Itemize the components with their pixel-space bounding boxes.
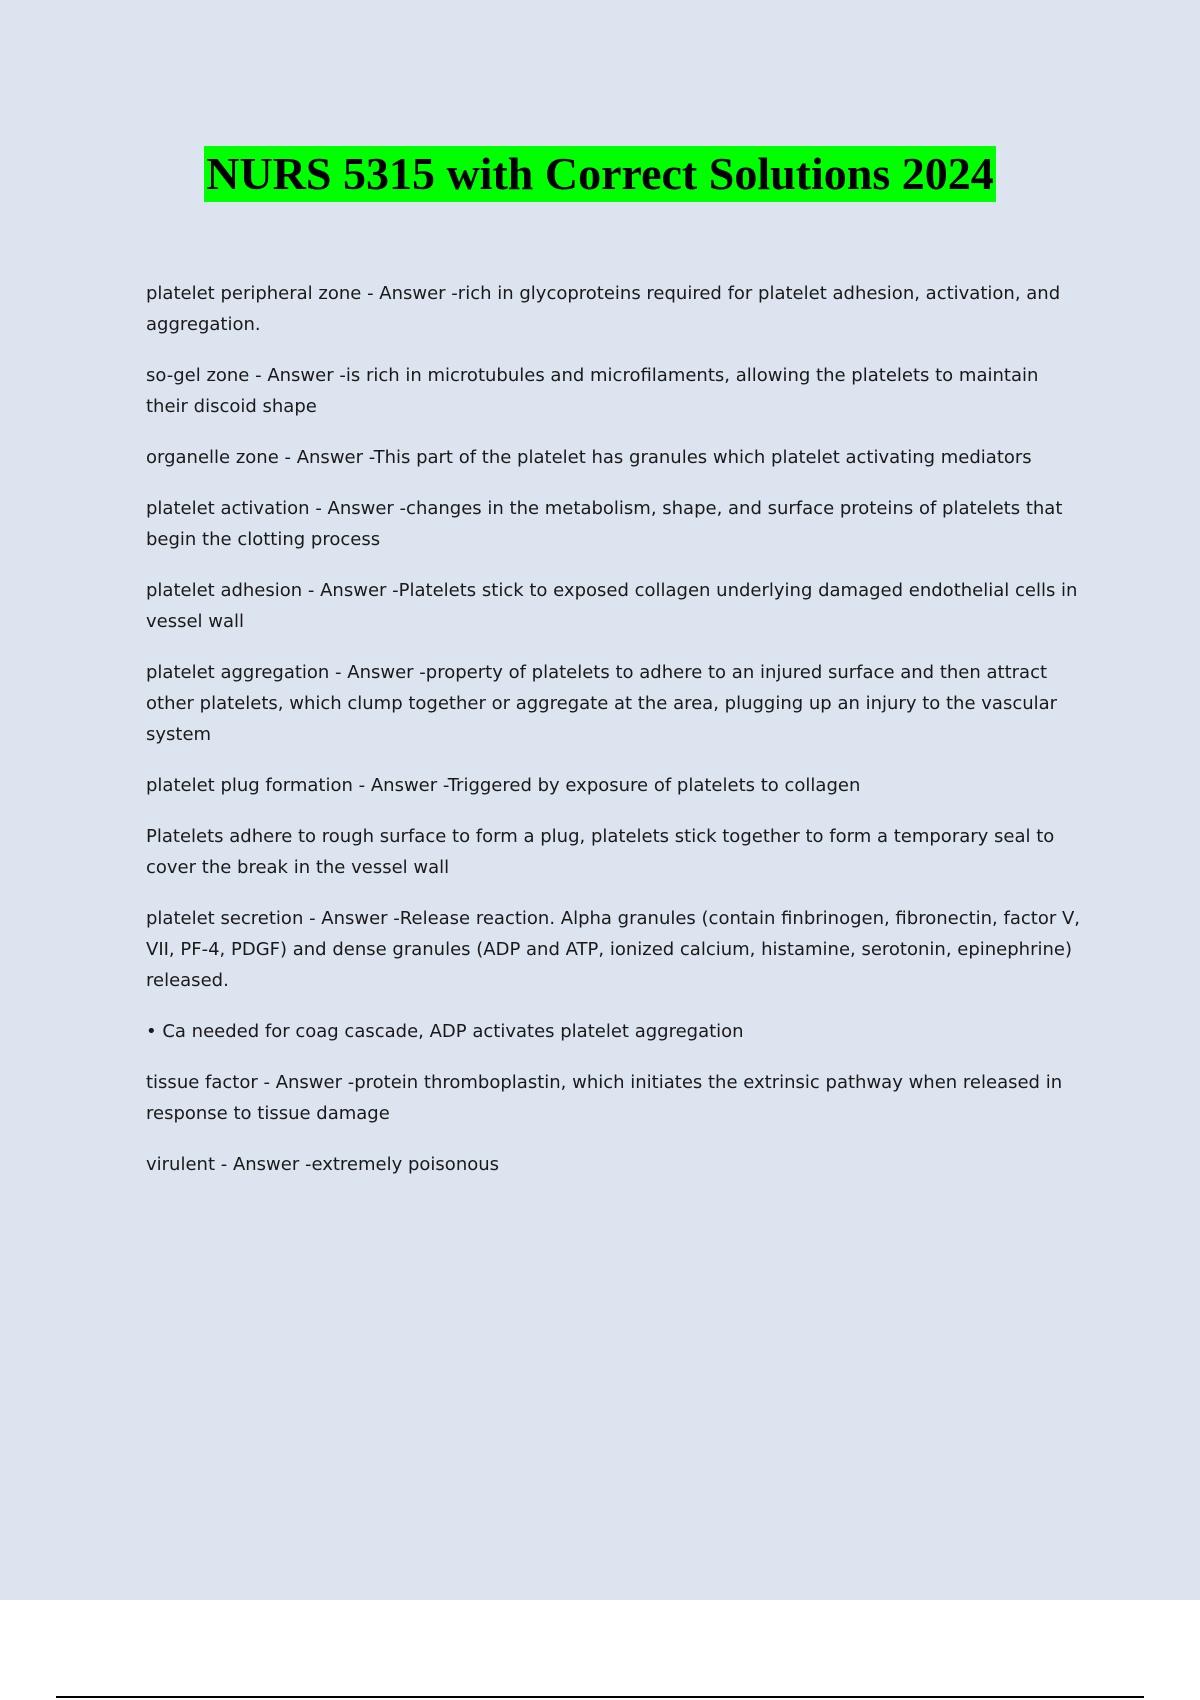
entry-tissue-factor: tissue factor - Answer -protein thromboplastin, which initiates the extrinsic pathway when released in response to tissue damage	[146, 1072, 1063, 1124]
title-container	[0, 146, 1200, 202]
document-body	[146, 278, 1086, 1200]
entry-platelets-adhere: Platelets adhere to rough surface to form a plug, platelets stick together to form a temporary seal to cover the break in the vessel wall	[146, 826, 1055, 878]
entry-platelet-plug-formation: platelet plug formation - Answer -Triggered by exposure of platelets to collagen	[146, 775, 861, 796]
entry-platelet-peripheral-zone: platelet peripheral zone - Answer -rich in glycoproteins required for platelet adhesion, activation, and aggregation.	[146, 283, 1061, 335]
entry-so-gel-zone: so-gel zone - Answer -is rich in microtubules and microfilaments, allowing the platelets to maintain their discoid shape	[146, 365, 1039, 417]
entry-platelet-aggregation: platelet aggregation - Answer -property of platelets to adhere to an injured surface and then attract other platelets, which clump together or aggregate at the area, plugging up an injury to the vascular system	[146, 662, 1058, 745]
document-title: NURS 5315 with Correct Solutions 2024	[204, 146, 996, 202]
entry-platelet-activation: platelet activation - Answer -changes in the metabolism, shape, and surface proteins of platelets that begin the clotting process	[146, 498, 1063, 550]
entry-platelet-secretion: platelet secretion - Answer -Release reaction. Alpha granules (contain finbrinogen, fibronectin, factor V, VII, PF-4, PDGF) and dense granules (ADP and ATP, ionized calcium, histamine, serotonin, epinephrine) released.	[146, 908, 1080, 991]
entry-organelle-zone: organelle zone - Answer -This part of the platelet has granules which platelet activating mediators	[146, 447, 1032, 468]
entry-platelet-adhesion: platelet adhesion - Answer -Platelets stick to exposed collagen underlying damaged endothelial cells in vessel wall	[146, 580, 1078, 632]
entry-virulent: virulent - Answer -extremely poisonous	[146, 1154, 500, 1175]
footer-divider	[56, 1696, 1144, 1698]
entry-calcium-bullet: • Ca needed for coag cascade, ADP activates platelet aggregation	[146, 1021, 744, 1042]
